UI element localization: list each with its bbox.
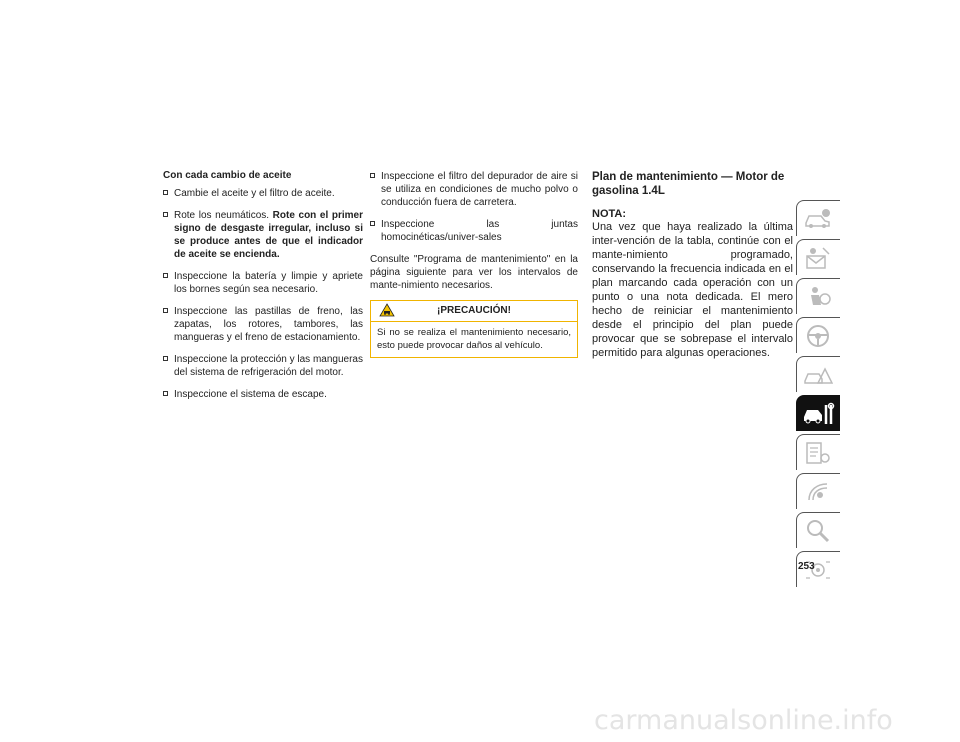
checkbox-square-icon (163, 212, 168, 217)
checkbox-square-icon (370, 221, 375, 226)
section-title: Plan de mantenimiento — Motor de gasolina 1.4L (592, 171, 785, 197)
checkbox-square-icon (163, 190, 168, 195)
caution-title: ¡PRECAUCIÓN! (437, 305, 511, 316)
checkbox-square-icon (163, 308, 168, 313)
tab-safety[interactable] (796, 239, 840, 275)
checkbox-square-icon (163, 356, 168, 361)
car-tools-icon (803, 400, 835, 428)
safety-envelope-icon (803, 244, 833, 272)
right-column (592, 170, 793, 360)
left-column (163, 170, 363, 410)
list-item: Inspeccione la batería y limpie y apriete los bornes según sea necesario. (163, 270, 363, 296)
list-item: Inspeccione las pastillas de freno, las zapatas, los rotores, tambores, las mangueras y el freno de estacionamiento. (163, 305, 363, 344)
list-item: Inspeccione el filtro del depurador de aire si se utiliza en condiciones de mucho polvo o conducción fuera de carretera. (370, 170, 578, 209)
tab-driving[interactable] (796, 317, 840, 353)
page-number: 253 (798, 561, 815, 572)
section-heading: Con cada cambio de aceite (163, 170, 292, 181)
tab-multimedia[interactable] (796, 473, 840, 509)
chapter-tabs (796, 200, 840, 590)
tab-airbag[interactable] (796, 278, 840, 314)
note-label: NOTA: (592, 208, 627, 220)
caution-text: Si no se realiza el mantenimiento necesario, esto puede provocar daños al vehículo. (377, 327, 571, 351)
reference-paragraph: Consulte "Programa de mantenimiento" en la página siguiente para ver los intervalos de mante-nimiento necesarios. (370, 254, 578, 291)
steering-wheel-icon (803, 322, 833, 350)
list-item: Inspeccione la protección y las mangueras del sistema de refrigeración del motor. (163, 353, 363, 379)
middle-column (370, 170, 578, 358)
tab-specifications[interactable] (796, 434, 840, 470)
checkbox-square-icon (370, 173, 375, 178)
checkbox-square-icon (163, 273, 168, 278)
list-item: Rote los neumáticos. Rote con el primer signo de desgaste irregular, incluso si se produce antes de que el indicador de aceite se encienda. (163, 209, 363, 261)
tab-car-info[interactable] (796, 200, 840, 236)
airbag-person-icon (803, 283, 833, 311)
specifications-icon (803, 439, 833, 467)
note-body: Una vez que haya realizado la última inter-vención de la tabla, continúe con el mante-nimiento programado, conservando la frecuencia indicada en el plan marcando cada operación con un punto o una nota dedicada. El mero hecho de reiniciar el mantenimiento desde el principio del plan puede provocar que se sobrepase el intervalo permitido para algunas operaciones. (592, 221, 793, 359)
checkbox-square-icon (163, 391, 168, 396)
car-info-icon (803, 205, 833, 233)
tab-emergency[interactable] (796, 356, 840, 392)
list-item: Cambie el aceite y el filtro de aceite. (163, 187, 363, 200)
caution-header (371, 301, 577, 322)
multimedia-icon (803, 478, 833, 506)
car-warning-icon (803, 361, 833, 389)
list-item: Inspeccione el sistema de escape. (163, 388, 363, 401)
tab-index[interactable] (796, 512, 840, 548)
tab-service-maintenance[interactable] (796, 395, 840, 431)
caution-box (370, 300, 578, 358)
footer-watermark: carmanualsonline.info (594, 705, 893, 736)
magnifier-icon (803, 517, 833, 545)
list-item: Inspeccione las juntas homocinéticas/univer-sales (370, 218, 578, 244)
